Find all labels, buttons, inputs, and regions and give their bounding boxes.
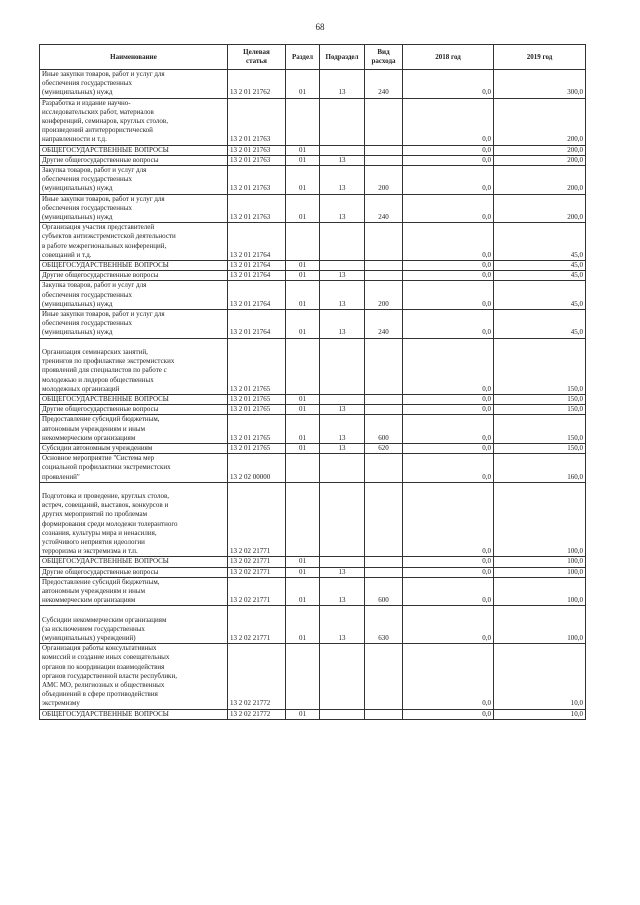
row-name-cell: Закупка товаров, работ и услуг для обеспечения государственных (муниципальных) нужд bbox=[40, 281, 228, 310]
row-2018-cell: 0,0 bbox=[403, 338, 494, 394]
row-section-cell bbox=[286, 644, 320, 709]
row-section-cell: 01 bbox=[286, 415, 320, 444]
row-target-code-cell: 13 2 01 21763 bbox=[228, 194, 286, 223]
row-expense-type-cell: 240 bbox=[365, 310, 403, 339]
row-name-cell: ОБЩЕГОСУДАРСТВЕННЫЕ ВОПРОСЫ bbox=[40, 394, 228, 404]
row-2018-cell: 0,0 bbox=[403, 454, 494, 483]
row-2018-cell: 0,0 bbox=[403, 443, 494, 453]
row-section-cell: 01 bbox=[286, 606, 320, 644]
row-subsection-cell: 13 bbox=[320, 271, 365, 281]
table-row bbox=[40, 709, 586, 719]
row-2019-cell: 100,0 bbox=[494, 606, 586, 644]
header-section: Раздел bbox=[286, 45, 320, 70]
row-name-cell: Другие общегосударственные вопросы bbox=[40, 155, 228, 165]
row-section-cell bbox=[286, 454, 320, 483]
header-subsection: Подраздел bbox=[320, 45, 365, 70]
row-expense-type-cell bbox=[365, 709, 403, 719]
row-target-code-cell: 13 2 01 21765 bbox=[228, 338, 286, 394]
row-target-code-cell: 13 2 01 21763 bbox=[228, 155, 286, 165]
row-subsection-cell: 13 bbox=[320, 70, 365, 99]
row-expense-type-cell bbox=[365, 405, 403, 415]
row-2019-cell: 10,0 bbox=[494, 709, 586, 719]
row-name-cell: Иные закупки товаров, работ и услуг для обеспечения государственных (муниципальных) нужд bbox=[40, 194, 228, 223]
row-target-code-cell: 13 2 02 21771 bbox=[228, 567, 286, 577]
budget-table bbox=[39, 44, 586, 720]
row-target-code-cell: 13 2 01 21764 bbox=[228, 281, 286, 310]
row-2018-cell: 0,0 bbox=[403, 644, 494, 709]
row-2019-cell: 100,0 bbox=[494, 577, 586, 606]
row-subsection-cell: 13 bbox=[320, 166, 365, 195]
row-section-cell: 01 bbox=[286, 155, 320, 165]
table-row bbox=[40, 223, 586, 261]
table-row bbox=[40, 338, 586, 394]
row-target-code-cell: 13 2 01 21762 bbox=[228, 70, 286, 99]
table-row bbox=[40, 557, 586, 567]
row-section-cell: 01 bbox=[286, 709, 320, 719]
table-row bbox=[40, 155, 586, 165]
table-row bbox=[40, 98, 586, 145]
row-expense-type-cell: 600 bbox=[365, 577, 403, 606]
row-2019-cell: 100,0 bbox=[494, 557, 586, 567]
row-name-cell: Иные закупки товаров, работ и услуг для обеспечения государственных (муниципальных) нужд bbox=[40, 70, 228, 99]
table-row bbox=[40, 166, 586, 195]
table-row bbox=[40, 310, 586, 339]
table-row bbox=[40, 577, 586, 606]
row-subsection-cell: 13 bbox=[320, 415, 365, 444]
row-target-code-cell: 13 2 01 21765 bbox=[228, 415, 286, 444]
row-expense-type-cell: 630 bbox=[365, 606, 403, 644]
row-name-cell: Субсидии автономным учреждениям bbox=[40, 443, 228, 453]
row-subsection-cell bbox=[320, 338, 365, 394]
table-row bbox=[40, 145, 586, 155]
row-section-cell bbox=[286, 482, 320, 557]
row-name-cell: Другие общегосударственные вопросы bbox=[40, 271, 228, 281]
row-2019-cell: 200,0 bbox=[494, 155, 586, 165]
row-subsection-cell bbox=[320, 98, 365, 145]
row-target-code-cell: 13 2 01 21765 bbox=[228, 405, 286, 415]
row-target-code-cell: 13 2 01 21764 bbox=[228, 310, 286, 339]
row-target-code-cell: 13 2 02 21771 bbox=[228, 577, 286, 606]
row-subsection-cell: 13 bbox=[320, 443, 365, 453]
row-subsection-cell bbox=[320, 709, 365, 719]
header-expense-type: Вид расхода bbox=[365, 45, 403, 70]
row-name-cell: Организация участия представителей субъектов антиэкстремистской деятельности в работе межрегиональных конференций, совещаний и т.д. bbox=[40, 223, 228, 261]
row-section-cell: 01 bbox=[286, 271, 320, 281]
row-name-cell: Организация семинарских занятий, тренингов по профилактике экстремистских проявлений для специалистов по работе с молодежью и лидеров общественных молодежных организаций bbox=[40, 338, 228, 394]
row-2019-cell: 300,0 bbox=[494, 70, 586, 99]
row-subsection-cell bbox=[320, 454, 365, 483]
row-name-cell: ОБЩЕГОСУДАРСТВЕННЫЕ ВОПРОСЫ bbox=[40, 709, 228, 719]
row-name-cell: Основное мероприятие "Система мер социальной профилактики экстремистских проявлений" bbox=[40, 454, 228, 483]
row-2018-cell: 0,0 bbox=[403, 261, 494, 271]
row-2019-cell: 10,0 bbox=[494, 644, 586, 709]
table-body bbox=[40, 70, 586, 720]
row-2019-cell: 45,0 bbox=[494, 223, 586, 261]
row-name-cell: ОБЩЕГОСУДАРСТВЕННЫЕ ВОПРОСЫ bbox=[40, 261, 228, 271]
row-section-cell: 01 bbox=[286, 394, 320, 404]
row-name-cell: ОБЩЕГОСУДАРСТВЕННЫЕ ВОПРОСЫ bbox=[40, 145, 228, 155]
row-2018-cell: 0,0 bbox=[403, 70, 494, 99]
row-2019-cell: 200,0 bbox=[494, 166, 586, 195]
row-target-code-cell: 13 2 01 21763 bbox=[228, 145, 286, 155]
table-row bbox=[40, 271, 586, 281]
row-subsection-cell bbox=[320, 482, 365, 557]
row-subsection-cell bbox=[320, 261, 365, 271]
page-number: 68 bbox=[315, 22, 325, 32]
row-subsection-cell bbox=[320, 145, 365, 155]
row-section-cell: 01 bbox=[286, 443, 320, 453]
row-subsection-cell bbox=[320, 644, 365, 709]
row-name-cell: Иные закупки товаров, работ и услуг для обеспечения государственных (муниципальных) нужд bbox=[40, 310, 228, 339]
row-2018-cell: 0,0 bbox=[403, 415, 494, 444]
row-2018-cell: 0,0 bbox=[403, 405, 494, 415]
row-name-cell: Предоставление субсидий бюджетным, автономным учреждениям и иным некоммерческим организациям bbox=[40, 415, 228, 444]
row-subsection-cell bbox=[320, 557, 365, 567]
table-row bbox=[40, 482, 586, 557]
row-subsection-cell: 13 bbox=[320, 310, 365, 339]
table-row bbox=[40, 194, 586, 223]
row-2018-cell: 0,0 bbox=[403, 271, 494, 281]
row-subsection-cell bbox=[320, 394, 365, 404]
row-section-cell bbox=[286, 98, 320, 145]
row-target-code-cell: 13 2 02 21772 bbox=[228, 709, 286, 719]
row-expense-type-cell bbox=[365, 261, 403, 271]
row-section-cell: 01 bbox=[286, 310, 320, 339]
row-target-code-cell: 13 2 02 21771 bbox=[228, 606, 286, 644]
row-target-code-cell: 13 2 01 21763 bbox=[228, 166, 286, 195]
row-2018-cell: 0,0 bbox=[403, 145, 494, 155]
table-row bbox=[40, 405, 586, 415]
row-2018-cell: 0,0 bbox=[403, 223, 494, 261]
row-expense-type-cell bbox=[365, 482, 403, 557]
row-2018-cell: 0,0 bbox=[403, 98, 494, 145]
row-name-cell: Другие общегосударственные вопросы bbox=[40, 405, 228, 415]
header-name: Наименование bbox=[40, 45, 228, 70]
row-section-cell: 01 bbox=[286, 281, 320, 310]
row-expense-type-cell: 200 bbox=[365, 166, 403, 195]
row-2019-cell: 45,0 bbox=[494, 271, 586, 281]
table-row bbox=[40, 394, 586, 404]
table-row bbox=[40, 644, 586, 709]
row-name-cell: Предоставление субсидий бюджетным, автономным учреждениям и иным некоммерческим организациям bbox=[40, 577, 228, 606]
row-target-code-cell: 13 2 01 21765 bbox=[228, 394, 286, 404]
row-2018-cell: 0,0 bbox=[403, 709, 494, 719]
row-subsection-cell bbox=[320, 223, 365, 261]
row-2019-cell: 150,0 bbox=[494, 405, 586, 415]
row-2018-cell: 0,0 bbox=[403, 281, 494, 310]
row-expense-type-cell: 620 bbox=[365, 443, 403, 453]
row-subsection-cell: 13 bbox=[320, 577, 365, 606]
row-section-cell: 01 bbox=[286, 145, 320, 155]
row-name-cell: Субсидии некоммерческим организациям (за исключением государственных (муниципальных) учреждений) bbox=[40, 606, 228, 644]
table-row bbox=[40, 70, 586, 99]
row-subsection-cell: 13 bbox=[320, 567, 365, 577]
row-expense-type-cell bbox=[365, 98, 403, 145]
row-2018-cell: 0,0 bbox=[403, 155, 494, 165]
row-2019-cell: 150,0 bbox=[494, 443, 586, 453]
row-expense-type-cell bbox=[365, 145, 403, 155]
row-name-cell: Другие общегосударственные вопросы bbox=[40, 567, 228, 577]
header-2018: 2018 год bbox=[403, 45, 494, 70]
row-2018-cell: 0,0 bbox=[403, 557, 494, 567]
row-2019-cell: 45,0 bbox=[494, 281, 586, 310]
table-row bbox=[40, 567, 586, 577]
header-target: Целевая статья bbox=[228, 45, 286, 70]
row-2019-cell: 150,0 bbox=[494, 394, 586, 404]
row-expense-type-cell bbox=[365, 557, 403, 567]
row-expense-type-cell bbox=[365, 394, 403, 404]
row-expense-type-cell: 600 bbox=[365, 415, 403, 444]
row-2018-cell: 0,0 bbox=[403, 482, 494, 557]
row-target-code-cell: 13 2 01 21764 bbox=[228, 261, 286, 271]
row-target-code-cell: 13 2 02 00000 bbox=[228, 454, 286, 483]
row-name-cell: ОБЩЕГОСУДАРСТВЕННЫЕ ВОПРОСЫ bbox=[40, 557, 228, 567]
row-section-cell: 01 bbox=[286, 405, 320, 415]
row-section-cell: 01 bbox=[286, 261, 320, 271]
table-row bbox=[40, 606, 586, 644]
row-expense-type-cell bbox=[365, 644, 403, 709]
row-target-code-cell: 13 2 01 21764 bbox=[228, 223, 286, 261]
table-row bbox=[40, 443, 586, 453]
row-section-cell: 01 bbox=[286, 567, 320, 577]
row-2019-cell: 160,0 bbox=[494, 454, 586, 483]
row-expense-type-cell: 200 bbox=[365, 281, 403, 310]
header-2019: 2019 год bbox=[494, 45, 586, 70]
row-target-code-cell: 13 2 02 21771 bbox=[228, 557, 286, 567]
row-subsection-cell: 13 bbox=[320, 281, 365, 310]
row-expense-type-cell bbox=[365, 454, 403, 483]
row-2019-cell: 150,0 bbox=[494, 415, 586, 444]
row-subsection-cell: 13 bbox=[320, 194, 365, 223]
row-expense-type-cell: 240 bbox=[365, 70, 403, 99]
row-2019-cell: 45,0 bbox=[494, 310, 586, 339]
row-subsection-cell: 13 bbox=[320, 606, 365, 644]
row-2018-cell: 0,0 bbox=[403, 310, 494, 339]
table-row bbox=[40, 281, 586, 310]
row-section-cell: 01 bbox=[286, 166, 320, 195]
row-target-code-cell: 13 2 01 21765 bbox=[228, 443, 286, 453]
row-2019-cell: 100,0 bbox=[494, 482, 586, 557]
row-2018-cell: 0,0 bbox=[403, 394, 494, 404]
row-2019-cell: 150,0 bbox=[494, 338, 586, 394]
row-2019-cell: 100,0 bbox=[494, 567, 586, 577]
row-section-cell: 01 bbox=[286, 70, 320, 99]
row-expense-type-cell bbox=[365, 155, 403, 165]
row-2019-cell: 200,0 bbox=[494, 145, 586, 155]
row-target-code-cell: 13 2 02 21772 bbox=[228, 644, 286, 709]
row-section-cell: 01 bbox=[286, 577, 320, 606]
table-row bbox=[40, 261, 586, 271]
row-target-code-cell: 13 2 01 21764 bbox=[228, 271, 286, 281]
row-2018-cell: 0,0 bbox=[403, 166, 494, 195]
row-name-cell: Разработка и издание научно- исследовательских работ, материалов конференций, семинаров, круглых столов, произведений антитеррористической направленности и т.д. bbox=[40, 98, 228, 145]
row-section-cell bbox=[286, 338, 320, 394]
row-expense-type-cell bbox=[365, 271, 403, 281]
row-2019-cell: 200,0 bbox=[494, 98, 586, 145]
row-name-cell: Подготовка и проведение, круглых столов, встреч, совещаний, выставок, конкурсов и других мероприятий по проблемам формирования среди молодежи толерантного сознания, культуры мира и ненасилия, устойчивого неприятия идеологии терроризма и экстремизма и т.п. bbox=[40, 482, 228, 557]
row-subsection-cell: 13 bbox=[320, 405, 365, 415]
row-2018-cell: 0,0 bbox=[403, 194, 494, 223]
table-header-row bbox=[40, 45, 586, 70]
row-2018-cell: 0,0 bbox=[403, 567, 494, 577]
row-name-cell: Организация работы консультативных комиссий и создание иных совещательных органов по координации взаимодействия органов государственной власти республики, АМС МО, религиозных и общественных объединений в сфере противодействия экстремизму bbox=[40, 644, 228, 709]
row-2018-cell: 0,0 bbox=[403, 606, 494, 644]
table-row bbox=[40, 415, 586, 444]
row-section-cell: 01 bbox=[286, 557, 320, 567]
row-target-code-cell: 13 2 02 21771 bbox=[228, 482, 286, 557]
row-expense-type-cell: 240 bbox=[365, 194, 403, 223]
table-row bbox=[40, 454, 586, 483]
row-name-cell: Закупка товаров, работ и услуг для обеспечения государственных (муниципальных) нужд bbox=[40, 166, 228, 195]
row-expense-type-cell bbox=[365, 338, 403, 394]
row-2018-cell: 0,0 bbox=[403, 577, 494, 606]
row-2019-cell: 200,0 bbox=[494, 194, 586, 223]
row-2019-cell: 45,0 bbox=[494, 261, 586, 271]
row-section-cell bbox=[286, 223, 320, 261]
row-subsection-cell: 13 bbox=[320, 155, 365, 165]
row-expense-type-cell bbox=[365, 223, 403, 261]
row-section-cell: 01 bbox=[286, 194, 320, 223]
row-expense-type-cell bbox=[365, 567, 403, 577]
row-target-code-cell: 13 2 01 21763 bbox=[228, 98, 286, 145]
